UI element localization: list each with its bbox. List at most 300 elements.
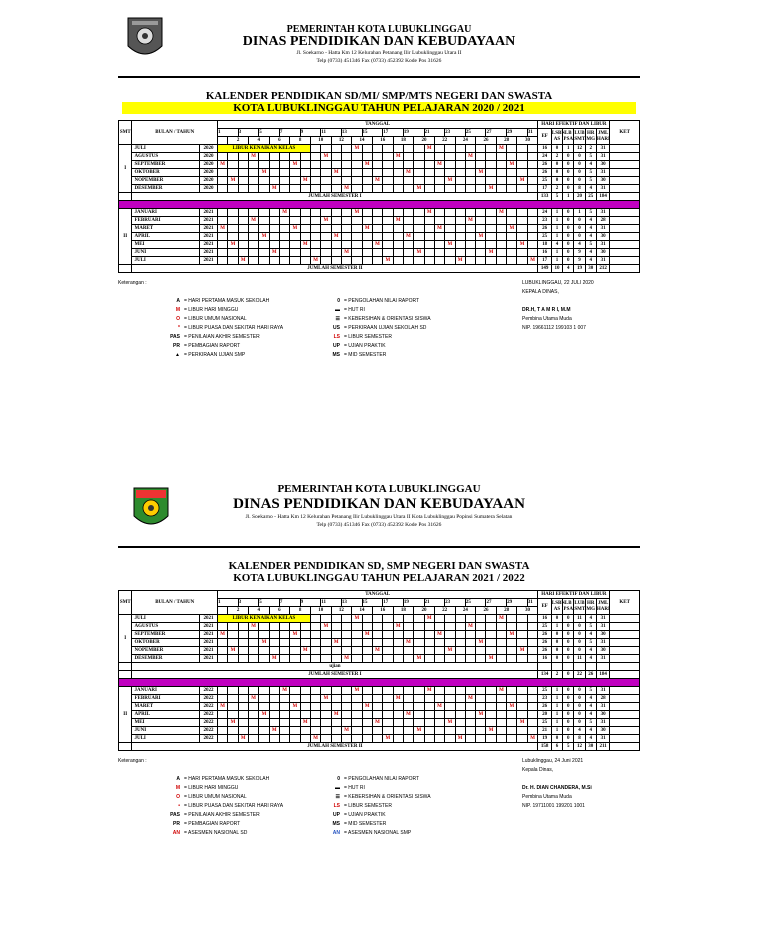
calendar-2020-2021 bbox=[118, 12, 640, 369]
legend-symbol: LS bbox=[333, 803, 340, 809]
day-cell bbox=[362, 209, 372, 217]
stat-value: 10 bbox=[551, 265, 562, 273]
day-cell bbox=[310, 145, 320, 153]
ket-cell bbox=[610, 655, 640, 663]
day-cell bbox=[290, 257, 300, 265]
day-cell bbox=[517, 631, 527, 639]
day-cell bbox=[476, 695, 486, 703]
day-cell bbox=[476, 153, 486, 161]
day-cell bbox=[290, 233, 300, 241]
day-cell bbox=[383, 161, 393, 169]
ket-cell bbox=[610, 257, 640, 265]
day-cell bbox=[290, 647, 300, 655]
day-cell bbox=[517, 639, 527, 647]
day-cell bbox=[321, 257, 331, 265]
day-cell bbox=[362, 695, 372, 703]
day-cell bbox=[383, 687, 393, 695]
day-cell bbox=[507, 647, 517, 655]
day-number: 28 bbox=[496, 607, 517, 615]
day-cell: M bbox=[507, 703, 517, 711]
day-cell bbox=[279, 161, 289, 169]
month-name: OKTOBER bbox=[132, 639, 199, 647]
day-cell bbox=[341, 719, 351, 727]
day-cell bbox=[248, 233, 258, 241]
day-cell bbox=[331, 695, 341, 703]
day-cell bbox=[476, 249, 486, 257]
day-cell bbox=[321, 655, 331, 663]
month-year: 2021 bbox=[199, 257, 217, 265]
day-cell bbox=[228, 217, 238, 225]
day-cell bbox=[527, 719, 538, 727]
day-cell bbox=[455, 209, 465, 217]
day-cell bbox=[414, 711, 424, 719]
day-cell bbox=[217, 241, 227, 249]
day-cell bbox=[331, 209, 341, 217]
day-cell bbox=[445, 249, 455, 257]
day-cell bbox=[352, 233, 362, 241]
day-cell bbox=[507, 655, 517, 663]
day-cell: M bbox=[403, 711, 413, 719]
semester-label: I bbox=[119, 615, 132, 663]
stat-value: 18 bbox=[538, 241, 551, 249]
day-cell bbox=[228, 687, 238, 695]
day-cell bbox=[414, 695, 424, 703]
stat-value: 0 bbox=[563, 241, 574, 249]
legend-left bbox=[158, 775, 283, 838]
day-cell bbox=[217, 217, 227, 225]
day-cell bbox=[341, 703, 351, 711]
day-cell bbox=[455, 249, 465, 257]
day-cell bbox=[434, 711, 444, 719]
day-cell bbox=[434, 153, 444, 161]
day-cell bbox=[465, 241, 475, 249]
day-cell bbox=[445, 153, 455, 161]
day-cell bbox=[403, 687, 413, 695]
day-cell bbox=[496, 249, 506, 257]
day-cell bbox=[393, 241, 403, 249]
day-cell: M bbox=[465, 217, 475, 225]
month-year: 2020 bbox=[199, 145, 217, 153]
day-number: 18 bbox=[393, 137, 414, 145]
day-cell bbox=[259, 727, 269, 735]
month-year: 2021 bbox=[199, 647, 217, 655]
table-row bbox=[119, 663, 640, 671]
day-cell bbox=[290, 695, 300, 703]
day-cell bbox=[321, 185, 331, 193]
day-cell bbox=[476, 623, 486, 631]
table-row bbox=[119, 145, 640, 153]
day-cell bbox=[424, 647, 434, 655]
stat-value: 30 bbox=[596, 161, 610, 169]
day-cell bbox=[321, 727, 331, 735]
day-cell bbox=[238, 727, 248, 735]
blank bbox=[119, 193, 132, 201]
day-cell bbox=[403, 249, 413, 257]
day-cell: M bbox=[310, 735, 320, 743]
day-cell bbox=[496, 711, 506, 719]
stat-value: 0 bbox=[574, 217, 585, 225]
legend-text: = LIBUR HARI MINGGU bbox=[184, 785, 239, 791]
day-cell bbox=[496, 177, 506, 185]
day-cell bbox=[310, 153, 320, 161]
legend-symbol: O bbox=[176, 794, 180, 800]
stat-value: 1 bbox=[563, 145, 574, 153]
day-cell bbox=[424, 695, 434, 703]
legend-text: = PENGOLAHAN NILAI RAPORT bbox=[344, 298, 420, 304]
day-cell: M bbox=[496, 687, 506, 695]
day-cell: M bbox=[414, 727, 424, 735]
day-cell bbox=[414, 145, 424, 153]
day-cell bbox=[393, 719, 403, 727]
day-cell bbox=[393, 225, 403, 233]
day-cell bbox=[238, 249, 248, 257]
stat-value: 0 bbox=[563, 727, 574, 735]
day-cell bbox=[445, 623, 455, 631]
day-number: 2 bbox=[228, 137, 249, 145]
stat-value: 0 bbox=[551, 615, 562, 623]
day-cell bbox=[434, 719, 444, 727]
day-cell bbox=[445, 209, 455, 217]
table-row bbox=[119, 225, 640, 233]
day-cell bbox=[507, 615, 517, 623]
day-cell bbox=[486, 639, 496, 647]
stat-value: 1 bbox=[551, 217, 562, 225]
day-number bbox=[217, 137, 227, 145]
day-cell bbox=[434, 639, 444, 647]
day-cell bbox=[455, 153, 465, 161]
day-cell bbox=[269, 225, 279, 233]
stat-value: 17 bbox=[538, 257, 551, 265]
sign-name: Dr. H. DIAN CHANDERA, M.Si bbox=[522, 785, 592, 791]
day-cell bbox=[269, 161, 279, 169]
day-cell bbox=[217, 711, 227, 719]
day-cell bbox=[238, 647, 248, 655]
day-cell bbox=[321, 225, 331, 233]
day-cell bbox=[259, 631, 269, 639]
day-cell bbox=[424, 249, 434, 257]
day-cell bbox=[414, 703, 424, 711]
day-cell bbox=[300, 727, 310, 735]
month-year: 2021 bbox=[199, 241, 217, 249]
month-year: 2021 bbox=[199, 217, 217, 225]
day-cell bbox=[228, 153, 238, 161]
day-cell bbox=[414, 161, 424, 169]
day-cell bbox=[248, 655, 258, 663]
header-row bbox=[119, 121, 640, 129]
legend-item bbox=[158, 802, 283, 811]
legend-symbol: PAS bbox=[170, 812, 180, 818]
day-cell bbox=[248, 647, 258, 655]
day-cell: M bbox=[424, 209, 434, 217]
day-cell bbox=[465, 233, 475, 241]
day-cell bbox=[465, 687, 475, 695]
day-cell bbox=[393, 257, 403, 265]
legend-text: = HARI PERTAMA MASUK SEKOLAH bbox=[184, 298, 270, 304]
stat-value: 25 bbox=[538, 687, 551, 695]
day-cell bbox=[476, 145, 486, 153]
day-cell bbox=[279, 703, 289, 711]
day-cell bbox=[331, 161, 341, 169]
day-cell bbox=[248, 703, 258, 711]
legend-symbol: LS bbox=[333, 334, 340, 340]
legend-title: Keterangan : bbox=[118, 758, 147, 764]
day-number: 27 bbox=[486, 129, 507, 137]
doc-subtitle: KOTA LUBUKLINGGAU TAHUN PELAJARAN 2020 / 2021 bbox=[122, 102, 636, 114]
month-name: NOPEMBER bbox=[132, 177, 199, 185]
legend-item bbox=[158, 793, 283, 802]
day-cell bbox=[414, 687, 424, 695]
stat-value: 1 bbox=[551, 209, 562, 217]
table-row bbox=[119, 233, 640, 241]
day-cell bbox=[393, 647, 403, 655]
day-cell bbox=[486, 257, 496, 265]
legend-text: = MID SEMESTER bbox=[344, 821, 387, 827]
table-row bbox=[119, 169, 640, 177]
legend-symbol: PR bbox=[173, 343, 180, 349]
stat-value: 28 bbox=[596, 217, 610, 225]
day-cell bbox=[393, 233, 403, 241]
legend-item bbox=[318, 324, 431, 333]
day-cell: M bbox=[414, 249, 424, 257]
table-row bbox=[119, 727, 640, 735]
stat-value: 5 bbox=[585, 623, 596, 631]
month-year: 2021 bbox=[199, 233, 217, 241]
stat-value: 0 bbox=[563, 615, 574, 623]
stat-value: 30 bbox=[596, 647, 610, 655]
stat-value: 4 bbox=[563, 265, 574, 273]
legend bbox=[118, 279, 640, 369]
legend-symbol: US bbox=[333, 325, 340, 331]
day-cell bbox=[486, 695, 496, 703]
day-cell bbox=[300, 233, 310, 241]
total-row bbox=[119, 265, 640, 273]
day-cell bbox=[321, 639, 331, 647]
dept-name: DINAS PENDIDIKAN DAN KEBUDAYAAN bbox=[233, 496, 525, 512]
day-number: 25 bbox=[465, 599, 486, 607]
blank bbox=[119, 265, 132, 273]
day-cell bbox=[331, 655, 341, 663]
stat-value: 1 bbox=[551, 687, 562, 695]
day-cell bbox=[331, 623, 341, 631]
day-cell bbox=[507, 217, 517, 225]
stat-value: 17 bbox=[538, 185, 551, 193]
day-cell: M bbox=[372, 177, 382, 185]
day-cell bbox=[238, 623, 248, 631]
stat-value: 0 bbox=[574, 169, 585, 177]
day-cell bbox=[310, 647, 320, 655]
day-cell bbox=[269, 719, 279, 727]
month-name: MARET bbox=[132, 225, 199, 233]
table-row bbox=[119, 735, 640, 743]
day-cell bbox=[310, 703, 320, 711]
day-cell: M bbox=[228, 177, 238, 185]
day-cell bbox=[372, 233, 382, 241]
stat-value: 1 bbox=[551, 225, 562, 233]
day-cell bbox=[362, 257, 372, 265]
day-cell bbox=[321, 177, 331, 185]
day-cell bbox=[465, 225, 475, 233]
stat-value: 0 bbox=[551, 631, 562, 639]
day-cell bbox=[403, 623, 413, 631]
legend-text: = PERKIRAAN UJIAN SEKOLAH SD bbox=[344, 325, 427, 331]
day-cell bbox=[217, 169, 227, 177]
day-cell bbox=[496, 703, 506, 711]
day-cell bbox=[341, 233, 351, 241]
day-cell bbox=[393, 209, 403, 217]
day-cell bbox=[465, 145, 475, 153]
day-cell bbox=[465, 639, 475, 647]
day-cell bbox=[290, 727, 300, 735]
stat-value: 0 bbox=[563, 639, 574, 647]
day-cell bbox=[414, 257, 424, 265]
ket-cell bbox=[610, 687, 640, 695]
day-cell bbox=[455, 217, 465, 225]
ket-cell bbox=[610, 169, 640, 177]
ket-cell bbox=[610, 145, 640, 153]
day-cell bbox=[403, 153, 413, 161]
day-cell bbox=[310, 249, 320, 257]
day-cell: M bbox=[362, 161, 372, 169]
day-cell bbox=[496, 169, 506, 177]
stat-value: 16 bbox=[538, 249, 551, 257]
stat-value: 25 bbox=[538, 177, 551, 185]
day-cell bbox=[290, 209, 300, 217]
day-cell bbox=[507, 727, 517, 735]
stat-value: 0 bbox=[563, 233, 574, 241]
stat-value: 25 bbox=[538, 233, 551, 241]
month-name: SEPTEMBER bbox=[132, 631, 199, 639]
legend-right bbox=[318, 297, 431, 360]
stat-value: 4 bbox=[585, 185, 596, 193]
day-cell bbox=[372, 161, 382, 169]
day-cell bbox=[259, 655, 269, 663]
day-cell bbox=[527, 631, 538, 639]
semester-total-label: JUMLAH SEMESTER I bbox=[132, 193, 538, 201]
day-cell bbox=[352, 703, 362, 711]
stat-value: 25 bbox=[585, 193, 596, 201]
legend-symbol: ☰ bbox=[335, 794, 340, 800]
stat-value: 133 bbox=[538, 193, 551, 201]
day-cell bbox=[496, 257, 506, 265]
day-cell bbox=[434, 647, 444, 655]
stat-value: 4 bbox=[585, 257, 596, 265]
day-cell bbox=[238, 161, 248, 169]
stat-value: 4 bbox=[585, 711, 596, 719]
day-cell bbox=[527, 615, 538, 623]
day-cell: M bbox=[455, 257, 465, 265]
day-cell bbox=[372, 257, 382, 265]
stat-value: 4 bbox=[574, 727, 585, 735]
legend-title: Keterangan : bbox=[118, 280, 147, 286]
day-cell: M bbox=[372, 719, 382, 727]
day-cell bbox=[300, 623, 310, 631]
day-cell bbox=[383, 615, 393, 623]
day-cell bbox=[321, 161, 331, 169]
day-cell bbox=[383, 225, 393, 233]
stat-value: 184 bbox=[596, 671, 610, 679]
day-cell bbox=[238, 225, 248, 233]
month-year: 2022 bbox=[199, 727, 217, 735]
day-cell bbox=[383, 703, 393, 711]
day-cell: M bbox=[434, 631, 444, 639]
stat-value: 4 bbox=[585, 647, 596, 655]
day-cell bbox=[517, 703, 527, 711]
stat-value: 16 bbox=[538, 615, 551, 623]
stat-value: 31 bbox=[596, 655, 610, 663]
day-cell bbox=[476, 217, 486, 225]
separator-cell bbox=[119, 679, 640, 687]
day-cell: M bbox=[403, 169, 413, 177]
legend-symbol: * bbox=[178, 325, 180, 331]
day-cell: M bbox=[331, 711, 341, 719]
day-cell bbox=[217, 623, 227, 631]
day-cell bbox=[496, 623, 506, 631]
day-cell bbox=[310, 241, 320, 249]
day-cell bbox=[434, 655, 444, 663]
stat-value: 5 bbox=[563, 743, 574, 751]
day-cell bbox=[507, 695, 517, 703]
stat-value: 4 bbox=[551, 241, 562, 249]
day-cell bbox=[279, 177, 289, 185]
ket-cell bbox=[610, 225, 640, 233]
sign-place: LUBUKLINGGAU, 22 JULI 2020 bbox=[522, 280, 594, 286]
day-cell bbox=[393, 735, 403, 743]
ket-cell bbox=[610, 185, 640, 193]
legend-symbol: AN bbox=[172, 830, 180, 836]
stat-value: 11 bbox=[574, 615, 585, 623]
day-cell bbox=[403, 615, 413, 623]
stat-value: 0 bbox=[563, 153, 574, 161]
day-number: 3 bbox=[238, 599, 259, 607]
day-number: 27 bbox=[486, 599, 507, 607]
stat-value: 31 bbox=[596, 169, 610, 177]
month-name: FEBRUARI bbox=[132, 217, 199, 225]
day-cell bbox=[217, 185, 227, 193]
day-cell bbox=[259, 623, 269, 631]
month-year: 2020 bbox=[199, 185, 217, 193]
day-cell bbox=[300, 735, 310, 743]
stat-value: 9 bbox=[574, 257, 585, 265]
table-row bbox=[119, 711, 640, 719]
day-cell bbox=[290, 177, 300, 185]
day-cell bbox=[279, 217, 289, 225]
day-cell: M bbox=[424, 687, 434, 695]
day-cell bbox=[217, 177, 227, 185]
legend-text: = KEBERSIHAN & ORIENTASI SISWA bbox=[344, 316, 431, 322]
day-cell bbox=[434, 241, 444, 249]
day-cell: M bbox=[331, 233, 341, 241]
day-cell bbox=[279, 719, 289, 727]
day-cell bbox=[290, 711, 300, 719]
stat-value: 16 bbox=[538, 145, 551, 153]
day-cell bbox=[310, 225, 320, 233]
stat-value: 5 bbox=[585, 687, 596, 695]
day-cell bbox=[476, 209, 486, 217]
month-year: 2020 bbox=[199, 177, 217, 185]
day-cell bbox=[310, 217, 320, 225]
day-cell bbox=[362, 169, 372, 177]
day-cell bbox=[248, 209, 258, 217]
day-cell bbox=[238, 209, 248, 217]
signature-block bbox=[522, 279, 594, 333]
legend-text: = PEMBAGIAN RAPORT bbox=[184, 821, 241, 827]
day-cell bbox=[372, 615, 382, 623]
day-cell bbox=[476, 185, 486, 193]
sign-role: KEPALA DINAS, bbox=[522, 289, 559, 295]
day-cell bbox=[372, 623, 382, 631]
day-cell bbox=[341, 735, 351, 743]
day-cell bbox=[445, 711, 455, 719]
